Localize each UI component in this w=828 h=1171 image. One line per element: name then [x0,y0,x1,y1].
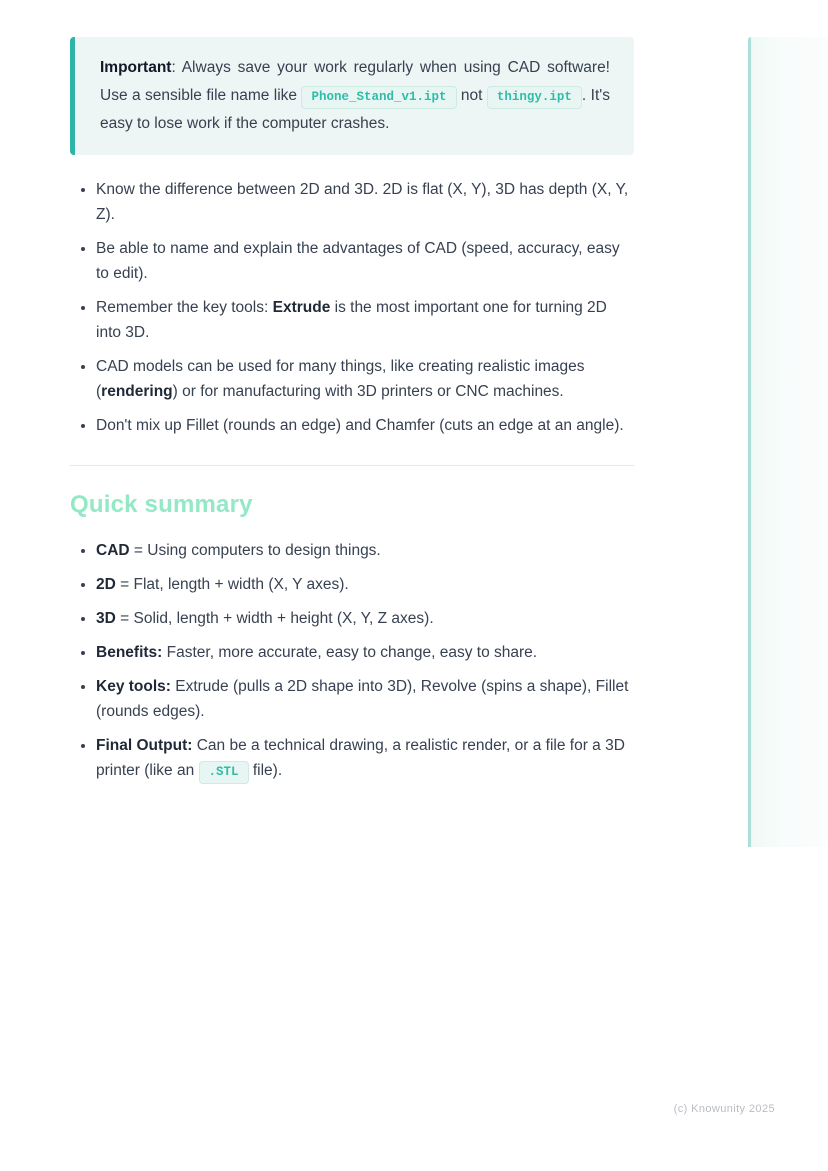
list-item-text: file). [248,762,283,779]
list-item-text: Faster, more accurate, easy to change, easy to share. [162,644,538,661]
list-item-bold: Final Output: [96,737,193,754]
section-divider [70,465,634,466]
list-item [96,606,634,631]
list-item-bold: rendering [101,383,173,400]
list-item-text: = Solid, length + width + height (X, Y, Z axes). [115,610,434,627]
list-item-bold: Key tools: [96,678,171,695]
list-item-text: = Using computers to design things. [129,542,381,559]
list-item-text: Know the difference between 2D and 3D. 2D is flat (X, Y), 3D has depth (X, Y, Z). [96,181,629,223]
list-item-bold: Benefits: [96,644,163,661]
list-item [96,295,634,345]
list-item [96,413,634,438]
list-item [96,733,634,784]
list-item [96,674,634,724]
callout-label: Important [100,59,172,76]
code-pill-stl-extension: .STL [199,761,249,784]
list-item-text: Can be a technical drawing, a realistic render, or a file for a 3D printer (like an [96,737,625,779]
list-item-bold: 2D [96,576,116,593]
list-item [96,572,634,597]
important-callout [70,37,634,155]
list-item [96,177,634,227]
document-content [70,37,634,793]
callout-text-between: not [456,87,487,104]
copyright-footer: (c) Knowunity 2025 [673,1103,775,1115]
code-pill-filename-bad: thingy.ipt [487,86,582,109]
list-item-text: is the most important one for turning 2D into 3D. [96,299,607,341]
list-item [96,354,634,404]
list-item [96,236,634,286]
callout-text: : Always save your work regularly when using CAD software! Use a sensible file name like [100,59,610,104]
list-item [96,538,634,563]
list-item-text: Don't mix up Fillet (rounds an edge) and Chamfer (cuts an edge at an angle). [96,417,624,434]
list-item-bold: CAD [96,542,130,559]
list-item-text: Remember the key tools: [96,299,273,316]
list-item-bold: Extrude [272,299,331,316]
list-item-text: = Flat, length + width (X, Y axes). [115,576,349,593]
list-item-text: Extrude (pulls a 2D shape into 3D), Revolve (spins a shape), Fillet (rounds edges). [96,678,629,720]
callout-text-end: . It's easy to lose work if the computer crashes. [100,87,610,132]
next-page-edge-preview [748,37,828,847]
summary-list [70,538,634,784]
list-item-bold: 3D [96,610,116,627]
quick-summary-heading: Quick summary [70,491,253,518]
list-item-text: Be able to name and explain the advantages of CAD (speed, accuracy, easy to edit). [96,240,620,282]
list-item-text: ) or for manufacturing with 3D printers or CNC machines. [172,383,564,400]
code-pill-filename-good: Phone_Stand_v1.ipt [301,86,456,109]
list-item-text: CAD models can be used for many things, like creating realistic images ( [96,358,585,400]
tips-list [70,177,634,438]
list-item [96,640,634,665]
